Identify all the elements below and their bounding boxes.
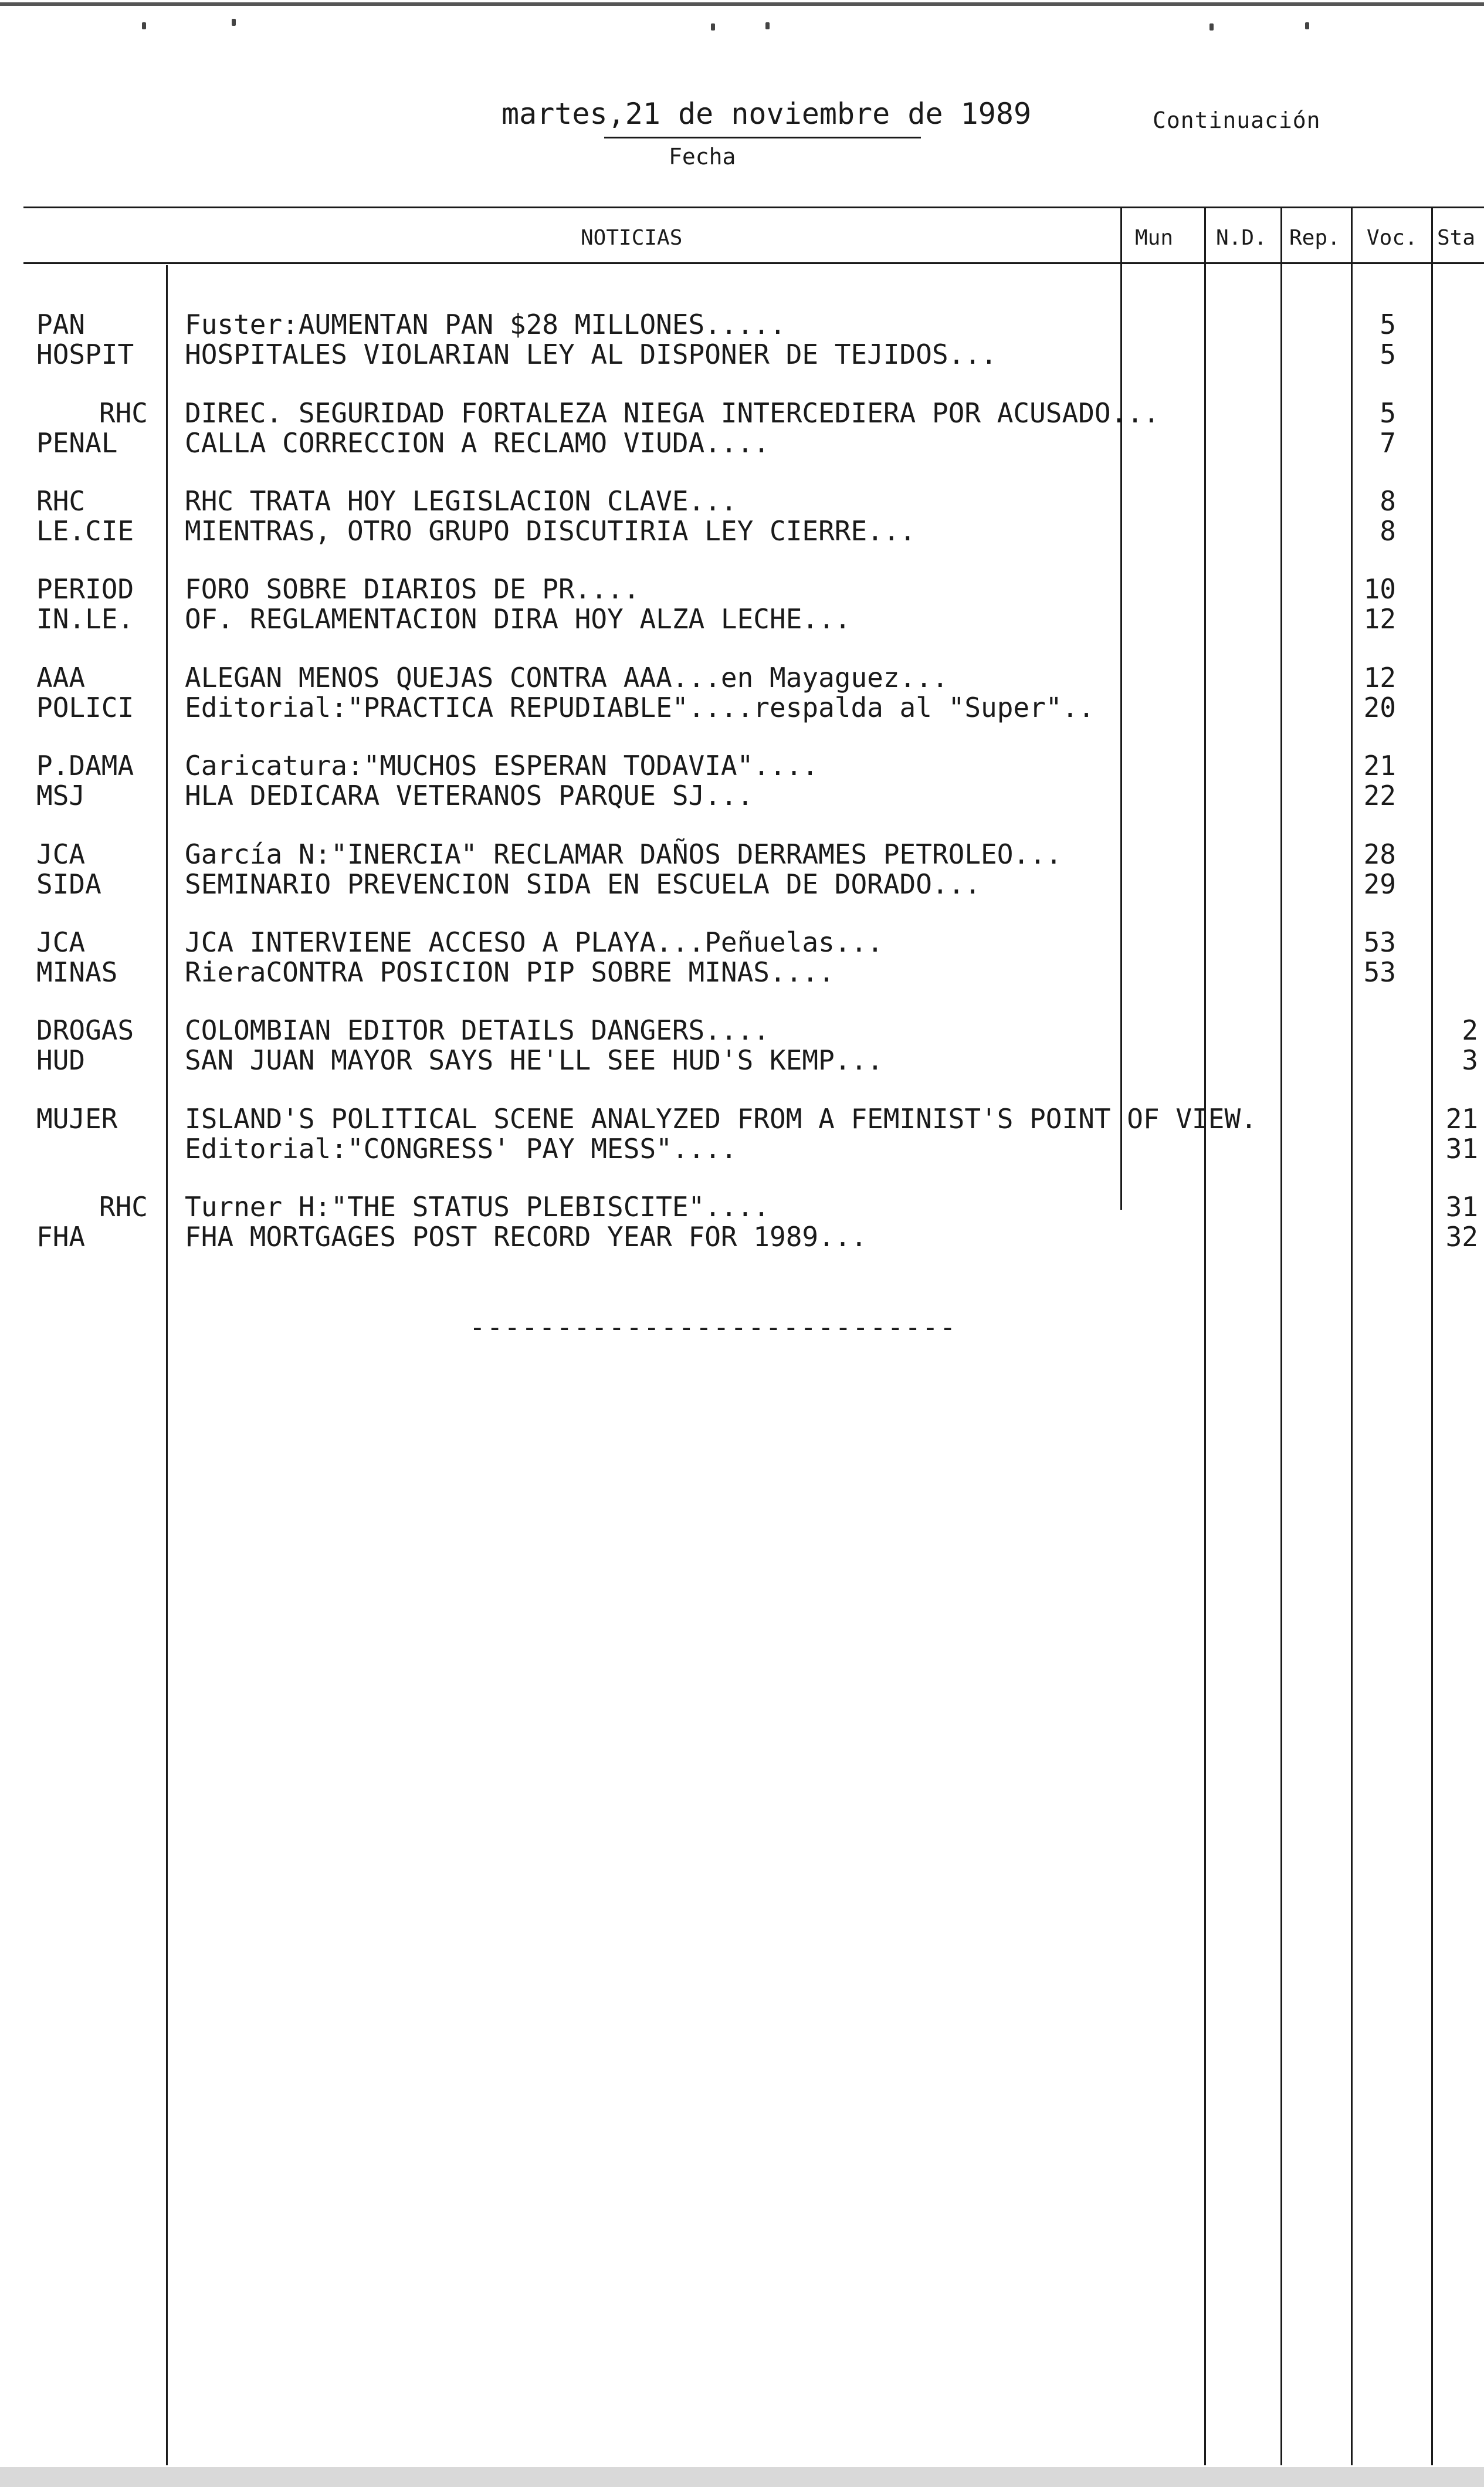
entry-code: MUJER [36, 1103, 118, 1135]
entry-code: SIDA [36, 868, 101, 900]
entry-code: RHC [36, 485, 86, 517]
entry-voc-page: 22 [1363, 780, 1396, 811]
entry-voc-page: 21 [1363, 750, 1396, 781]
entry-voc-page: 12 [1363, 662, 1396, 693]
date-underline [604, 137, 921, 138]
top-edge-rule [0, 2, 1484, 6]
entry-code: RHC [99, 397, 148, 429]
entry-title: COLOMBIAN EDITOR DETAILS DANGERS.... [185, 1014, 770, 1046]
entry-voc-page: 7 [1380, 427, 1396, 459]
scan-mark [711, 23, 715, 31]
entry-title: Caricatura:"MUCHOS ESPERAN TODAVIA".... [185, 750, 819, 781]
entry-sta-page: 2 [1462, 1014, 1478, 1046]
entry-voc-page: 8 [1380, 485, 1396, 517]
entry-title: JCA INTERVIENE ACCESO A PLAYA...Peñuelas... [185, 926, 883, 958]
entry-title: OF. REGLAMENTACION DIRA HOY ALZA LECHE... [185, 603, 851, 635]
scan-mark [765, 22, 770, 29]
entry-code: DROGAS [36, 1014, 134, 1046]
entry-code: POLICI [36, 692, 134, 723]
entry-code: JCA [36, 838, 86, 870]
scan-mark [232, 19, 236, 26]
entry-voc-page: 28 [1363, 838, 1396, 870]
entry-code: IN.LE. [36, 603, 134, 635]
column-divider-rep [1280, 207, 1282, 2465]
entry-title: MIENTRAS, OTRO GRUPO DISCUTIRIA LEY CIERRE... [185, 515, 916, 547]
entry-title: ISLAND'S POLITICAL SCENE ANALYZED FROM A FEMINIST'S POINT OF VIEW. [185, 1103, 1257, 1135]
entry-voc-page: 10 [1363, 573, 1396, 605]
entry-title: CALLA CORRECCION A RECLAMO VIUDA.... [185, 427, 770, 459]
entry-code: MSJ [36, 780, 86, 811]
scan-mark [142, 22, 146, 29]
entry-code: PERIOD [36, 573, 134, 605]
scan-mark [1305, 22, 1309, 29]
entry-code: JCA [36, 926, 86, 958]
entry-code: MINAS [36, 956, 118, 988]
column-header-news: NOTICIAS [581, 226, 683, 250]
entry-title: Editorial:"PRACTICA REPUDIABLE"....respalda al "Super".. [185, 692, 1095, 723]
end-of-list-rule: ---------------------------- [469, 1311, 957, 1343]
scan-mark [1209, 23, 1214, 31]
entry-title: Turner H:"THE STATUS PLEBISCITE".... [185, 1191, 770, 1223]
table-top-rule [23, 207, 1484, 208]
entry-code [36, 1133, 154, 1164]
column-divider-nd [1204, 207, 1206, 2465]
entry-title: SEMINARIO PREVENCION SIDA EN ESCUELA DE DORADO... [185, 868, 981, 900]
entry-sta-page: 31 [1445, 1191, 1478, 1223]
entry-sta-page: 32 [1445, 1221, 1478, 1253]
entry-code: HOSPIT [36, 339, 134, 370]
entry-title: HLA DEDICARA VETERANOS PARQUE SJ... [185, 780, 754, 811]
entry-title: FHA MORTGAGES POST RECORD YEAR FOR 1989... [185, 1221, 868, 1253]
continuation-label: Continuación [1153, 107, 1321, 133]
column-header-mun: Mun [1135, 226, 1174, 250]
entry-code: RHC [99, 1191, 148, 1223]
entry-code: PENAL [36, 427, 118, 459]
entry-title: SAN JUAN MAYOR SAYS HE'LL SEE HUD'S KEMP... [185, 1044, 883, 1076]
entry-voc-page: 20 [1363, 692, 1396, 723]
entry-code: P.DAMA [36, 750, 134, 781]
entry-voc-page: 29 [1363, 868, 1396, 900]
entry-code: HUD [36, 1044, 86, 1076]
date-label: Fecha [669, 144, 736, 170]
entry-title: RHC TRATA HOY LEGISLACION CLAVE... [185, 485, 737, 517]
entry-voc-page: 5 [1380, 309, 1396, 340]
entry-code: AAA [36, 662, 86, 693]
entry-voc-page: 8 [1380, 515, 1396, 547]
entry-title: RieraCONTRA POSICION PIP SOBRE MINAS.... [185, 956, 835, 988]
entry-code: PAN [36, 309, 86, 340]
column-header-rep: Rep. [1289, 226, 1340, 250]
column-header-sta: Sta [1437, 226, 1476, 250]
column-divider-mun [1120, 207, 1122, 1210]
entry-sta-page: 3 [1462, 1044, 1478, 1076]
entry-title: Editorial:"CONGRESS' PAY MESS".... [185, 1133, 737, 1165]
table-header-rule [23, 262, 1484, 264]
entry-code: LE.CIE [36, 515, 134, 547]
entry-title: Fuster:AUMENTAN PAN $28 MILLONES..... [185, 309, 786, 340]
entry-title: García N:"INERCIA" RECLAMAR DAÑOS DERRAMES PETROLEO... [185, 838, 1062, 870]
entry-voc-page: 53 [1363, 956, 1396, 988]
column-header-nd: N.D. [1216, 226, 1267, 250]
date-value: martes,21 de noviembre de 1989 [502, 97, 1032, 131]
column-divider-sta [1431, 207, 1433, 2465]
entry-voc-page: 5 [1380, 339, 1396, 370]
entry-voc-page: 12 [1363, 603, 1396, 635]
code-column-divider [166, 265, 168, 2465]
entry-title: ALEGAN MENOS QUEJAS CONTRA AAA...en Mayaguez... [185, 662, 948, 693]
entry-voc-page: 5 [1380, 397, 1396, 429]
entry-title: FORO SOBRE DIARIOS DE PR.... [185, 573, 640, 605]
entry-title: HOSPITALES VIOLARIAN LEY AL DISPONER DE TEJIDOS... [185, 339, 997, 370]
entry-code: FHA [36, 1221, 86, 1253]
bottom-edge-shading [0, 2467, 1484, 2487]
entry-title: DIREC. SEGURIDAD FORTALEZA NIEGA INTERCEDIERA POR ACUSADO... [185, 397, 1160, 429]
entry-voc-page: 53 [1363, 926, 1396, 958]
entry-sta-page: 31 [1445, 1133, 1478, 1165]
entry-sta-page: 21 [1445, 1103, 1478, 1135]
column-header-voc: Voc. [1367, 226, 1418, 250]
